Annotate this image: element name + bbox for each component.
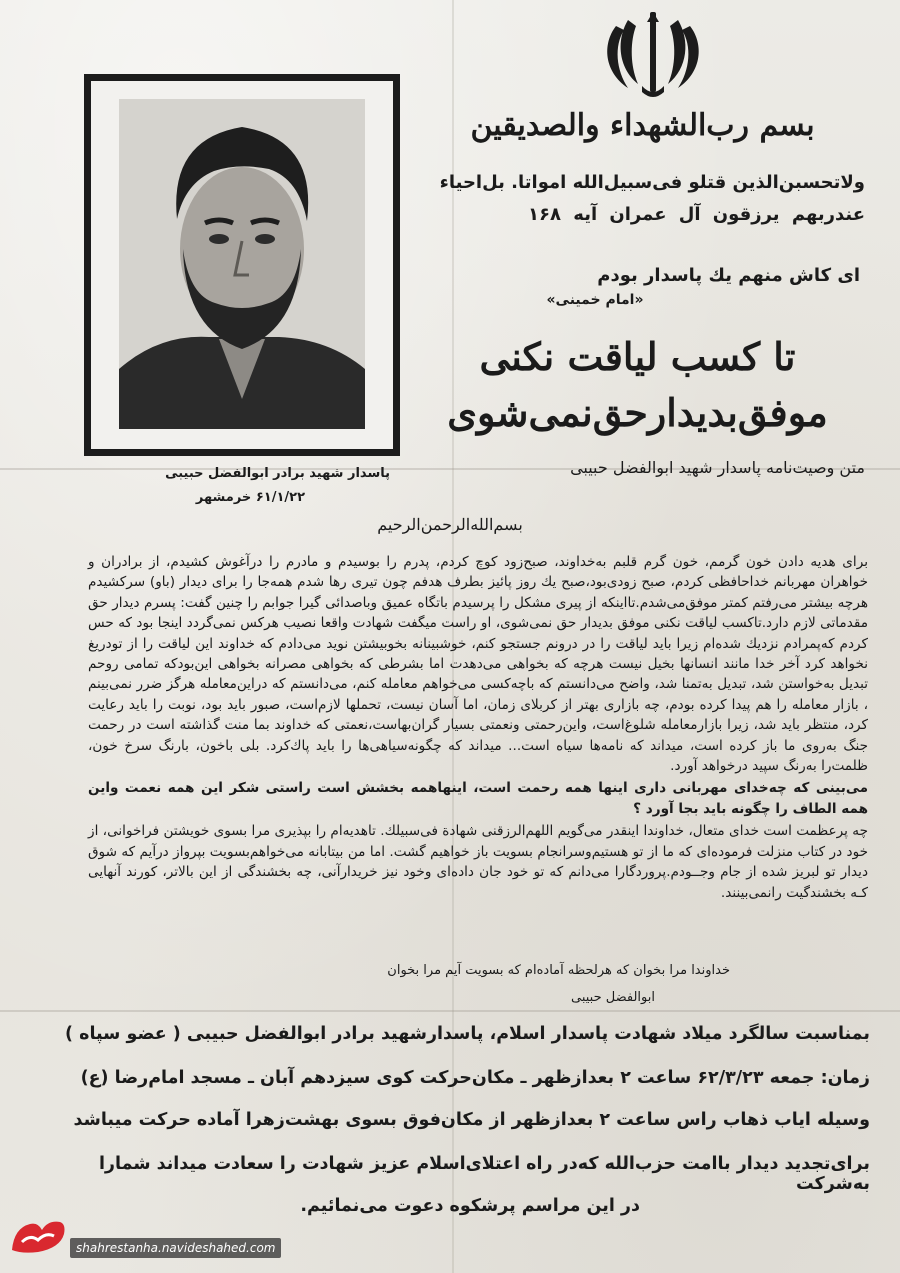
iran-emblem-icon — [598, 6, 708, 102]
navideshahed-logo-icon — [8, 1214, 68, 1258]
announcement-time-place: زمان: جمعه ۶۲/۳/۲۳ ساعت ۲ بعدازظهر ـ مکان‌حرکت کوی سیزدهم آبان ـ مسجد امام‌رضا (ع) — [80, 1068, 870, 1088]
will-paragraph-3: چه پرعظمت است خدای متعال، خداوندا اینقدر می‌گویم اللهم‌الرزقنی شهادة فی‌سبیلك. تاهدیه‌ام را بپذیری مرا بسوی خویشتن فراخوانی، از خود در کتاب منزلت فرموده‌ای که ما از تو هستیم‌وسرانجام بسویت باز خواهیم گشت. اما من بیتابانه می‌خواهم‌بسویت بپرواز درآیم که شوق دیدار تو لبریز شده از جام وجــودم.پروردگارا می‌دانم که تو خود جان داده‌ای وخود نیز خریدارآنی، چه بخشندگی از این بالاتر، کورند آنهایی کـه بخشندگیت رانمی‌بینند. — [88, 823, 868, 901]
imam-quote-author: «امام خمینی» — [546, 292, 644, 308]
portrait-illustration-icon — [119, 99, 365, 429]
will-signature: ابوالفضل حبیبی — [571, 990, 655, 1005]
announcement-invite-line-2: در این مراسم پرشکوه دعوت می‌نمائیم. — [300, 1196, 640, 1216]
quran-verse-line-2: عندربهم یرزقون آل عمران آیه ۱۶۸ — [528, 204, 865, 225]
announcement-occasion: بمناسبت سالگرد میلاد شهادت پاسدار اسلام، پاسدارشهید برادر ابوالفضل حبیبی ( عضو سپاه ) — [65, 1024, 870, 1044]
portrait-frame — [84, 74, 400, 456]
announcement-transport: وسیله ایاب ذهاب راس ساعت ۲ بعدازظهر از مکان‌فوق بسوی بهشت‌زهرا آماده حرکت میباشد — [73, 1110, 870, 1130]
will-title: متن وصیت‌نامه پاسدار شهید ابوالفضل حبیبی — [570, 458, 865, 477]
announcement-invite-line-1: برای‌تجدید دیدار باامت حزب‌الله که‌در راه اعتلای‌اسلام عزیز شهادت را سعادت میداند شمارا به‌شرکت — [98, 1154, 870, 1194]
portrait-caption-date: ۶۱/۱/۲۲ خرمشهر — [195, 490, 305, 505]
paper-fold-line — [0, 1010, 900, 1012]
header-bismillah: بسم رب‌الشهداء والصدیقین — [470, 108, 815, 143]
watermark-url: shahrestanha.navideshahed.com — [70, 1238, 281, 1258]
will-bismillah: بسم‌الله‌الرحمن‌الرحیم — [377, 515, 523, 534]
portrait-caption-name: پاسدار شهید برادر ابوالفضل حبیبی — [165, 466, 390, 481]
quran-verse-line-1: ولاتحسبن‌الذین قتلو فی‌سبیل‌الله امواتا. بل‌احیاء — [439, 172, 865, 193]
headline-line-1: تا کسب لیاقت نکنی — [479, 334, 796, 379]
will-body — [88, 552, 868, 905]
portrait-photo — [119, 99, 365, 429]
imam-quote: ای کاش منهم یك پاسدار بودم — [597, 265, 860, 286]
will-paragraph-2: می‌بینی که چه‌خدای مهربانی داری اینها همه رحمت است، اینهاهمه بخشش است راستی شکر این همه نعمت واین همه الطاف را چگونه باید بجا آورد ؟ — [88, 780, 868, 817]
will-paragraph-1: برای هدیه دادن خون گرمم، خون گرم قلبم به‌خداوند، صبح‌زود کوچ کردم، پدرم را بوسیدم و مادرم را درآغوش کشیدم، از برادران و خواهران مهربانم خداحافظی کردم، صبح زودی‌بود،صبح یك روز پائیز بطرف هدفم چون تیری رها شدم همه‌جا را برای دیدار (باو) سرکشیدم هرچه بیشتر می‌رفتم کمتر موفق‌می‌شدم.تااینکه از پیری مشکل را پرسیدم باتگاه عمیق وباصدائی گیرا جوابم را چنین گفت: پسرم دیدار حق مقدماتی لازم دارد.تاکسب لیاقت نکنی موفق بدیدار حق نمی‌شوی، او راست میگفت شهادت واقعا نصیب هرکس نمی‌گردد اینجا بود که حس کردم که‌پمرادم نزدیك شده‌ام زیرا باید لیاقت را در درونم جستجو کنم، خوشبینانه بخوبیشتن نوید می‌دادم که خداوند این لیاقت را از تودریغ نخواهد کرد آخر خدا مانند انسانها بخیل نیست هرچه که بخواهی می‌دهدت اما بشرطی که بخواهی مصرانه بخواهی این‌بودکه تمامی روحم تبدیل به‌خواستن شد، تبدیل به‌تمنا شد، واضح می‌دانستم که باچه‌کسی می‌خواهم معامله کنم، می‌دانستم که دراین‌معامله هرگز ضرر نمی‌بینم ، بازار معامله را هم پیدا کرده بودم، چه بازاری بهتر از کربلای زمان، اما آسان نیست، تحملها لازم‌است، صبور باید بود، نوبت را باید رعایت کرد، منتظر باید شد، زیرا بازارمعامله شلوغ‌است، واین‌رحمتی ونعمتی بسیار گران‌بهاست،نعمتی که خداوند بما منت گذاشته است در رحمت جنگ به‌روی ما باز کرده است، میداند که نامه‌ها سیاه است... میداند که چگونه‌سیاهی‌ها را باید پاك‌کرد. بلی باخون، بارنگ سرخ خون، ظلمت‌را به‌رنگ سپید درخواهد آورد. — [88, 554, 868, 775]
will-closing: خداوندا مرا بخوان که هرلحظه آماده‌ام که بسویت آیم مرا بخوان — [387, 963, 730, 978]
headline-line-2: موفق‌بدیدارحق‌نمی‌شوی — [447, 390, 828, 435]
